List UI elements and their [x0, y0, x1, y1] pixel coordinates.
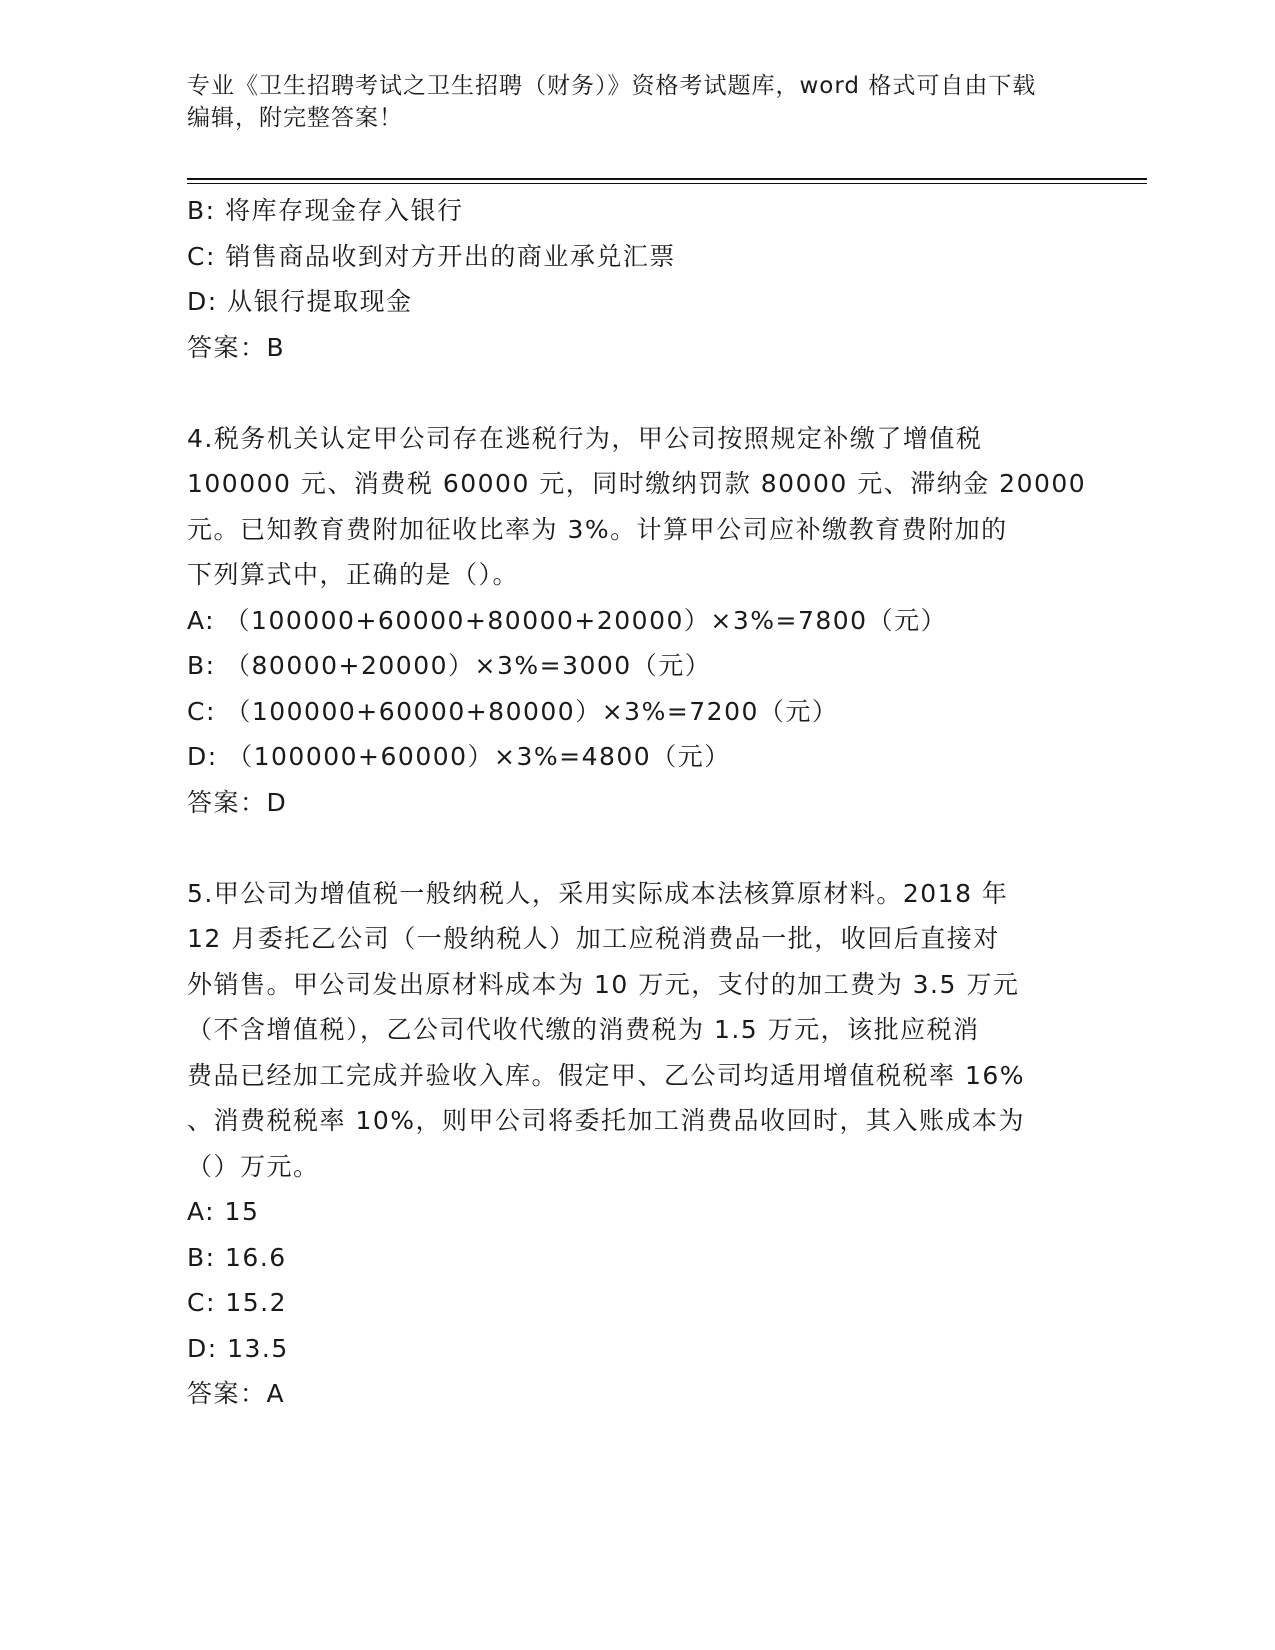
header-divider-thin — [187, 183, 1147, 184]
option-d: D: 13.5 — [187, 1333, 289, 1363]
option-d: D: 从银行提取现金 — [187, 287, 413, 316]
option-b: B: 将库存现金存入银行 — [187, 196, 464, 225]
question-text-line: （）万元。 — [187, 1151, 320, 1181]
option-c: C: （100000+60000+80000）×3%=7200（元） — [187, 696, 839, 726]
option-d: D: （100000+60000）×3%=4800（元） — [187, 742, 731, 771]
option-a: A: 15 — [187, 1197, 260, 1226]
document-body — [187, 188, 1087, 1417]
option-c: C: 销售商品收到对方开出的商业承兑汇票 — [187, 241, 676, 271]
option-a: A: （100000+60000+80000+20000）×3%=7800（元） — [187, 605, 948, 635]
answer-label: 答案：D — [187, 787, 288, 817]
question-text-line: 外销售。甲公司发出原材料成本为 10 万元，支付的加工费为 3.5 万元 — [187, 969, 1020, 999]
question-text-line: 4.税务机关认定甲公司存在逃税行为，甲公司按照规定补缴了增值税 — [187, 423, 983, 453]
question-text-line: 下列算式中，正确的是（）。 — [187, 560, 520, 589]
answer-label: 答案：B — [187, 332, 286, 362]
option-b: B: 16.6 — [187, 1242, 287, 1272]
question-text-line: 、消费税税率 10%，则甲公司将委托加工消费品收回时，其入账成本为 — [187, 1106, 1026, 1135]
spacer — [187, 825, 1087, 871]
question-4 — [187, 416, 1087, 826]
previous-question — [187, 188, 1087, 370]
question-text-line: 费品已经加工完成并验收入库。假定甲、乙公司均适用增值税税率 16% — [187, 1060, 1026, 1090]
question-text-line: 100000 元、消费税 60000 元，同时缴纳罚款 80000 元、滞纳金 20000 — [187, 469, 1087, 498]
header-line: 编辑，附完整答案！ — [187, 105, 403, 131]
question-text-line: 12 月委托乙公司（一般纳税人）加工应税消费品一批，收回后直接对 — [187, 924, 1000, 953]
option-c: C: 15.2 — [187, 1288, 287, 1317]
header-divider — [187, 178, 1147, 180]
option-b: B: （80000+20000）×3%=3000（元） — [187, 651, 712, 680]
question-text-line: 元。已知教育费附加征收比率为 3%。计算甲公司应补缴教育费附加的 — [187, 514, 1008, 544]
answer-label: 答案：A — [187, 1379, 286, 1408]
header-line: 专业《卫生招聘考试之卫生招聘（财务）》资格考试题库，word 格式可自由下载 — [187, 73, 1037, 99]
question-text-line: 5.甲公司为增值税一般纳税人，采用实际成本法核算原材料。2018 年 — [187, 878, 1009, 908]
question-text-line: （不含增值税），乙公司代收代缴的消费税为 1.5 万元，该批应税消 — [187, 1015, 980, 1044]
document-header — [187, 70, 1087, 134]
spacer — [187, 370, 1087, 416]
question-5 — [187, 871, 1087, 1417]
